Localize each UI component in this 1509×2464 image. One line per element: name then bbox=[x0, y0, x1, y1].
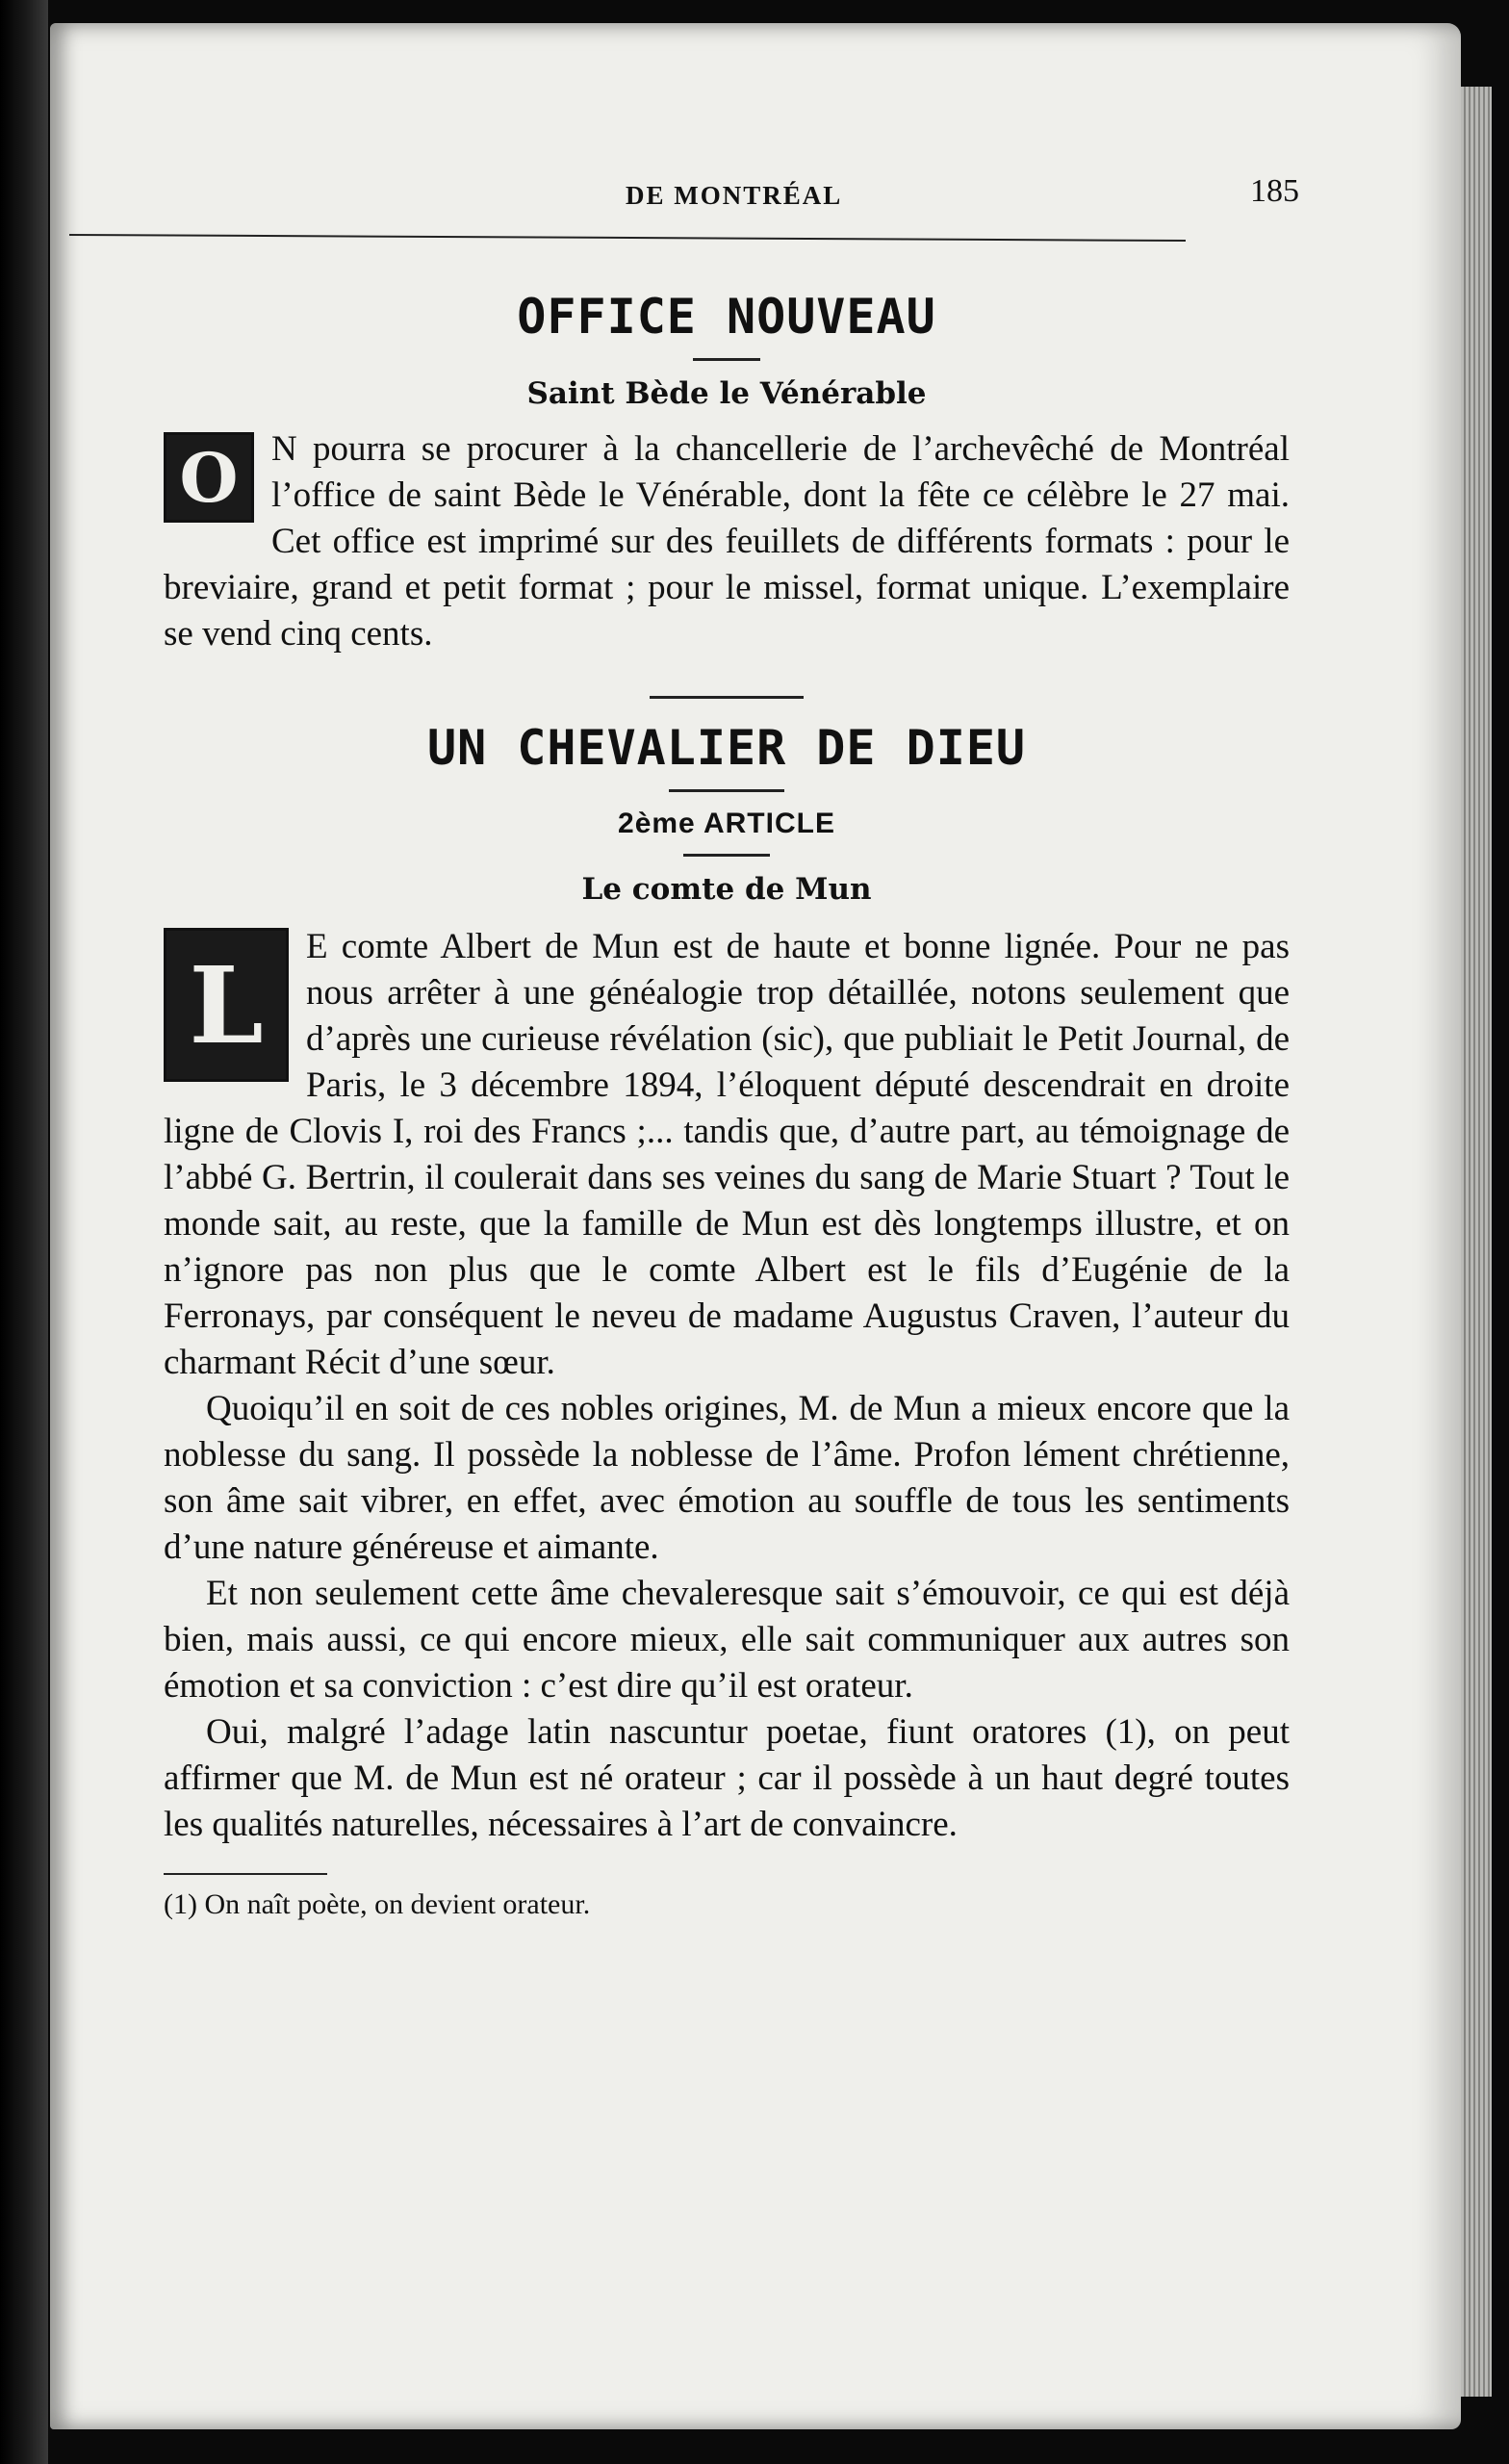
page-number: 185 bbox=[1250, 173, 1299, 209]
section-rule bbox=[693, 358, 760, 361]
footnote: (1) On naît poète, on devient orateur. bbox=[164, 1888, 591, 1920]
article-number: 2ème ARTICLE bbox=[618, 808, 835, 839]
page-edges bbox=[1461, 87, 1492, 2397]
chevalier-subheading: Le comte de Mun bbox=[581, 872, 872, 907]
office-subheading: Saint Bède le Vénérable bbox=[526, 376, 927, 411]
chevalier-paragraph-4: Oui, malgré l’adage latin nascuntur poetae, fiunt oratores (1), on peut affirmer que M. de Mun est né orateur ; car il possède à un haut degré toutes les qualités naturelles, nécessaires à l’art de convaincre. bbox=[164, 1712, 1290, 1844]
chevalier-paragraph-1: E comte Albert de Mun est de haute et bonne lignée. Pour ne pas nous arrêter à une généalogie trop détaillée, notons seulement que d’après une curieuse révélation (sic), que publiait le Petit Journal, de Paris, le 3 décembre 1894, l’éloquent député descendrait en droite ligne de Clovis I, roi des Francs ;... tandis que, d’autre part, au témoignage de l’abbé G. Bertrin, il coulerait dans ses veines du sang de Marie Stuart ? Tout le monde sait, au reste, que la famille de Mun est dès longtemps illustre, et on n’ignore pas non plus que le comte Albert est le fils d’Eugénie de la Ferronays, par conséquent le neveu de madame Augustus Craven, l’auteur du charmant Récit d’une sœur. bbox=[164, 927, 1290, 1382]
section-rule bbox=[683, 854, 770, 857]
section-rule bbox=[650, 696, 804, 699]
office-paragraph: N pourra se procurer à la chancellerie de l’archevêché de Montréal l’office de saint Bède le Vénérable, dont la fête ce célèbre le 27 mai. Cet office est imprimé sur des feuillets de différents formats : pour le breviaire, grand et petit format ; pour le missel, format unique. L’exemplaire se vend cinq cents. bbox=[164, 429, 1290, 654]
chevalier-heading: UN CHEVALIER DE DIEU bbox=[426, 720, 1027, 776]
page-content bbox=[164, 144, 1299, 1921]
chevalier-paragraph-2: Quoiqu’il en soit de ces nobles origines, M. de Mun a mieux encore que la noblesse du sang. Il possède la noblesse de l’âme. Profon lément chrétienne, son âme sait vibrer, en effet, avec émotion au souffle de tous les sentiments d’une nature généreuse et aimante. bbox=[164, 1389, 1290, 1567]
running-head bbox=[164, 144, 1299, 210]
running-head-title: DE MONTRÉAL bbox=[626, 181, 843, 210]
office-dropcap: O bbox=[164, 432, 254, 523]
office-paragraph-block bbox=[164, 426, 1290, 657]
chevalier-paragraph-3: Et non seulement cette âme chevaleresque sait s’émouvoir, ce qui est déjà bien, mais aussi, ce qui encore mieux, elle sait communiquer aux autres son émotion et sa conviction : c’est dire qu’il est orateur. bbox=[164, 1574, 1290, 1706]
section-rule bbox=[669, 789, 784, 792]
chevalier-dropcap: L bbox=[164, 928, 289, 1082]
book-gutter-left bbox=[0, 0, 48, 2464]
office-heading: OFFICE NOUVEAU bbox=[517, 289, 936, 345]
chevalier-paragraph-block bbox=[164, 924, 1290, 1386]
footnote-rule bbox=[164, 1873, 327, 1875]
